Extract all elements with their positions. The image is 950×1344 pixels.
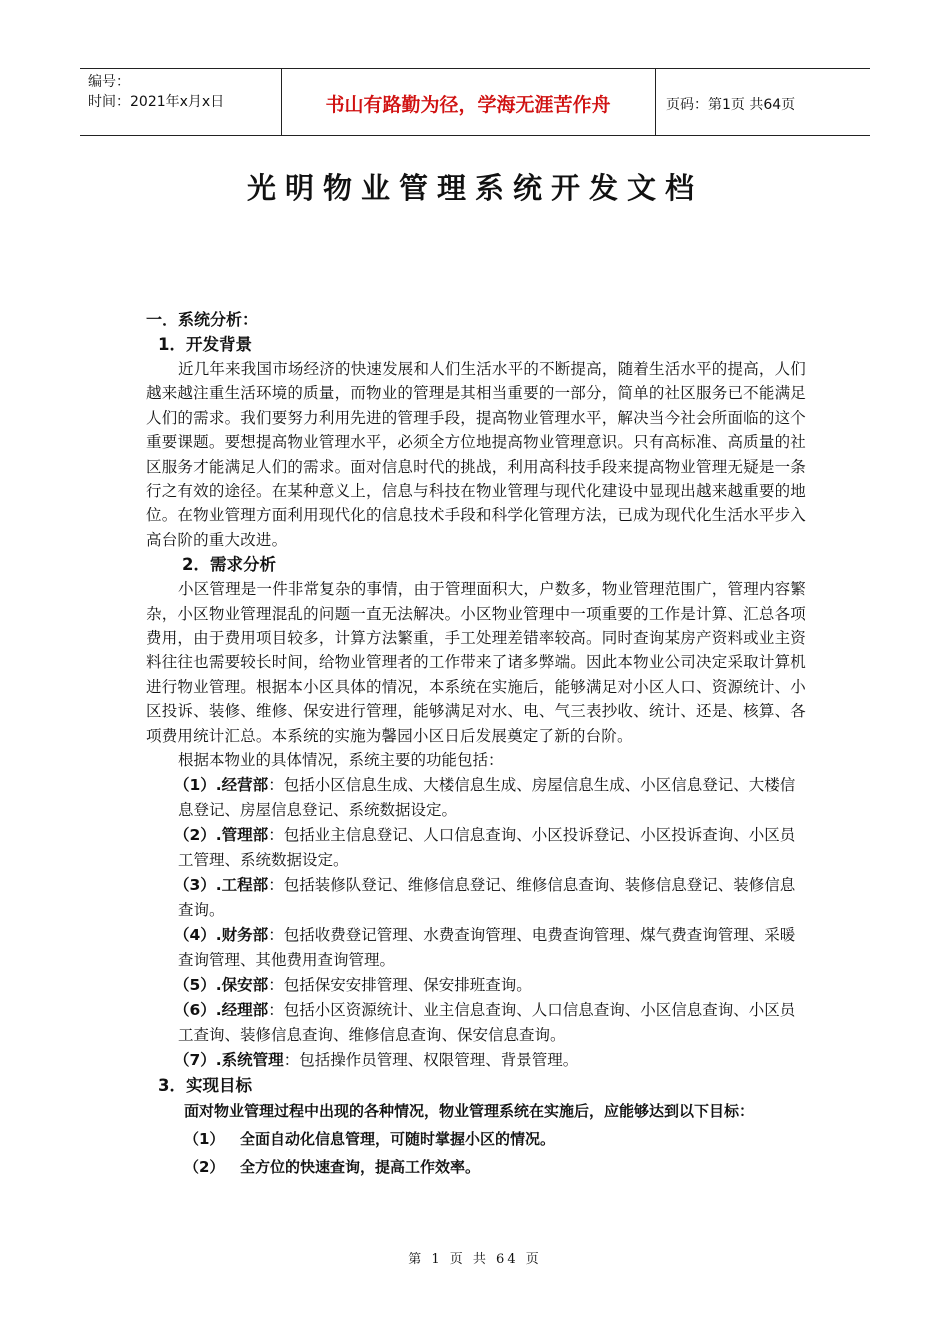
serial-label: 编号： <box>88 74 130 90</box>
function-item <box>146 873 806 923</box>
function-item <box>146 823 806 873</box>
function-name: .系统管理 <box>215 1050 284 1069</box>
functions-intro: 根据本物业的具体情况，系统主要的功能包括： <box>178 751 504 770</box>
function-desc: ：包括收费登记管理、水费查询管理、电费查询管理、煤气费查询管理、采暖查询管理、其他费用查询管理。 <box>178 925 796 969</box>
header-bottom-rule <box>80 135 870 136</box>
function-name: .保安部 <box>215 975 269 994</box>
function-name: .经理部 <box>215 1000 269 1019</box>
function-desc: ：包括操作员管理、权限管理、背景管理。 <box>283 1050 579 1069</box>
goal-num: （2） <box>184 1157 225 1176</box>
function-list <box>146 773 806 1073</box>
section-heading: 一．系统分析： <box>146 310 259 329</box>
function-name: .管理部 <box>215 825 269 844</box>
function-num: （5） <box>174 975 216 994</box>
header-page-info: 页码：第1页 共64页 <box>666 97 796 113</box>
function-name: .工程部 <box>215 875 269 894</box>
goal-num: （1） <box>184 1129 225 1148</box>
goal-text: 全面自动化信息管理，可随时掌握小区的情况。 <box>240 1129 556 1148</box>
function-num: （6） <box>174 1000 216 1019</box>
background-paragraph: 近几年来我国市场经济的快速发展和人们生活水平的不断提高，随着生活水平的提高，人们越来越注重生活环境的质量，而物业的管理是其相当重要的一部分，简单的社区服务已不能满足人们的需求。我们要努力利用先进的管理手段，提高物业管理水平，解决当今社会所面临的这个重要课题。要想提高物业管理水平，必须全方位地提高物业管理意识。只有高标准、高质量的社区服务才能满足人们的需求。面对信息时代的挑战，利用高科技手段来提高物业管理无疑是一条行之有效的途径。在某种意义上，信息与科技在物业管理与现代化建设中显现出越来越重要的地位。在物业管理方面利用现代化的信息技术手段和科学化管理方法，已成为现代化生活水平步入高台阶的重大改进。 <box>146 360 807 549</box>
header-motto: 书山有路勤为径，学海无涯苦作舟 <box>325 94 611 116</box>
page-footer: 第 1 页 共 64 页 <box>408 1252 542 1267</box>
goals-intro: 面对物业管理过程中出现的各种情况，物业管理系统在实施后，应能够达到以下目标： <box>184 1101 755 1120</box>
function-desc: ：包括装修队登记、维修信息登记、维修信息查询、装修信息登记、装修信息查询。 <box>178 875 796 919</box>
function-num: （2） <box>174 825 216 844</box>
function-item <box>146 998 806 1048</box>
function-item <box>146 973 806 998</box>
goal-item <box>146 1126 806 1152</box>
time-label: 时间：2021年x月x日 <box>88 94 225 110</box>
function-name: .经营部 <box>215 775 269 794</box>
function-item <box>146 923 806 973</box>
function-num: （4） <box>174 925 216 944</box>
document-body <box>146 308 806 1180</box>
subsection-heading-requirements: 2．需求分析 <box>182 555 276 575</box>
function-name: .财务部 <box>215 925 269 944</box>
document-title: 光明物业管理系统开发文档 <box>246 171 703 205</box>
goal-item <box>146 1154 806 1180</box>
function-desc: ：包括小区资源统计、业主信息查询、人口信息查询、小区信息查询、小区员工查询、装修信息查询、维修信息查询、保安信息查询。 <box>178 1000 796 1044</box>
header-top-rule <box>80 68 870 69</box>
function-item <box>146 773 806 823</box>
function-num: （1） <box>174 775 216 794</box>
subsection-heading-background: 1．开发背景 <box>158 335 252 354</box>
function-item <box>146 1048 806 1073</box>
header-meta <box>88 72 224 112</box>
subsection-heading-goals: 3．实现目标 <box>158 1075 252 1095</box>
function-desc: ：包括业主信息登记、人口信息查询、小区投诉登记、小区投诉查询、小区员工管理、系统数据设定。 <box>178 825 796 869</box>
header-divider-right <box>655 68 656 135</box>
requirements-paragraph: 小区管理是一件非常复杂的事情，由于管理面积大，户数多，物业管理范围广，管理内容繁杂，小区物业管理混乱的问题一直无法解决。小区物业管理中一项重要的工作是计算、汇总各项费用，由于费用项目较多，计算方法繁重，手工处理差错率较高。同时查询某房产资料或业主资料往往也需要较长时间，给物业管理者的工作带来了诸多弊端。因此本物业公司决定采取计算机进行物业管理。根据本小区具体的情况，本系统在实施后，能够满足对小区人口、资源统计、小区投诉、装修、维修、保安进行管理，能够满足对水、电、气三表抄收、统计、还是、核算、各项费用统计汇总。本系统的实施为馨园小区日后发展奠定了新的台阶。 <box>146 580 807 745</box>
function-desc: ：包括小区信息生成、大楼信息生成、房屋信息生成、小区信息登记、大楼信息登记、房屋信息登记、系统数据设定。 <box>178 775 796 819</box>
function-num: （3） <box>174 875 216 894</box>
function-num: （7） <box>174 1050 216 1069</box>
goal-text: 全方位的快速查询，提高工作效率。 <box>240 1157 481 1176</box>
function-desc: ：包括保安安排管理、保安排班查询。 <box>268 975 532 994</box>
